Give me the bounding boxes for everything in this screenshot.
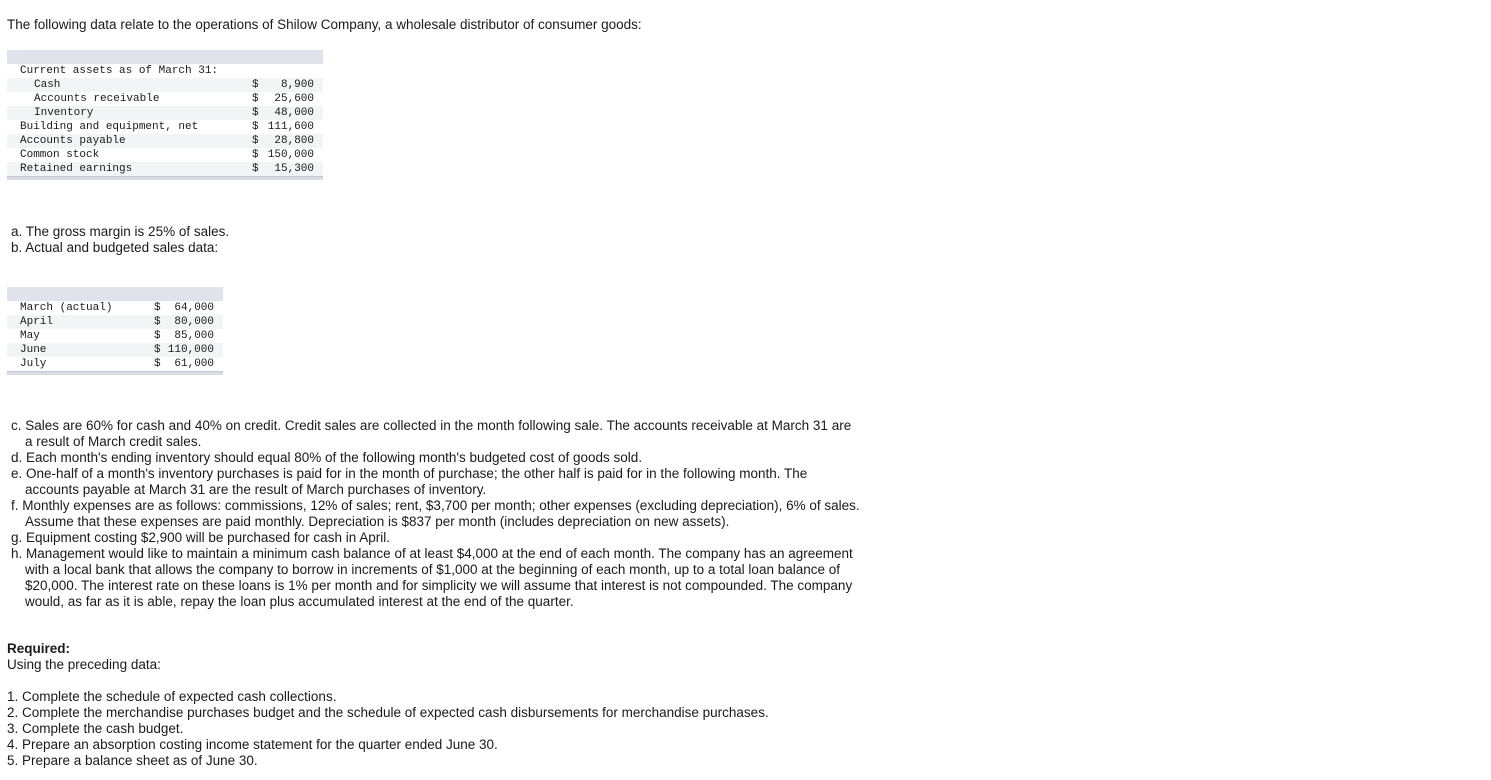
- sales-table-row-currency: $: [154, 302, 161, 314]
- note-c: c. Sales are 60% for cash and 40% on credit. Credit sales are collected in the month following sale. The accounts receivable at March 31 are a result of March credit sales.: [11, 418, 852, 449]
- note-f: f. Monthly expenses are as follows: commissions, 12% of sales; rent, $3,700 per month; other expenses (excluding depreciation), 6% of sales. Assume that these expenses are paid monthly. Depreciation is $837 per month (includes depreciation on new assets).: [11, 498, 860, 529]
- sales-table-row: [7, 315, 223, 329]
- balance-table-row-currency: $: [252, 134, 264, 148]
- balance-table-footer: [7, 176, 323, 180]
- sales-table-row-amount: 110,000: [162, 343, 223, 357]
- sales-table-row-label: March (actual): [7, 301, 154, 315]
- balance-table-row-currency: $: [252, 162, 264, 176]
- required-item-4: 4. Prepare an absorption costing income statement for the quarter ended June 30.: [7, 737, 498, 752]
- notes-ab: [11, 224, 229, 256]
- balance-table-row-amount: 8,900: [264, 78, 323, 92]
- sales-table-row-currency: $: [154, 316, 161, 328]
- sales-table-row: [7, 357, 223, 371]
- balance-table-row-currency: $: [252, 120, 264, 134]
- required-subtitle: Using the preceding data:: [7, 657, 161, 672]
- balance-table-row: [7, 92, 323, 106]
- sales-table-row-amount: 85,000: [162, 329, 223, 343]
- note-d: d. Each month's ending inventory should equal 80% of the following month's budgeted cost of goods sold.: [11, 450, 643, 465]
- balance-table-row-label: Common stock: [7, 148, 252, 162]
- balance-table-row-label: Inventory: [7, 106, 252, 120]
- balance-table-row-currency: [252, 64, 264, 78]
- sales-table-row-currency: $: [154, 344, 161, 356]
- balance-table-row-amount: 25,600: [264, 92, 323, 106]
- sales-table-row-label: June: [7, 343, 154, 357]
- balance-table: [7, 50, 323, 180]
- sales-table-row-label: April: [7, 315, 154, 329]
- notes-c-h: [11, 418, 861, 610]
- sales-table-row: [7, 301, 223, 315]
- balance-table-row-currency: $: [252, 148, 264, 162]
- sales-table-row: [7, 343, 223, 357]
- required-item-2: 2. Complete the merchandise purchases budget and the schedule of expected cash disbursements for merchandise purchases.: [7, 705, 769, 720]
- required-title: Required:: [7, 641, 71, 656]
- sales-table-row-label: May: [7, 329, 154, 343]
- sales-table-body: [7, 301, 223, 371]
- sales-table-footer: [7, 371, 223, 375]
- balance-table-row: [7, 78, 323, 92]
- balance-table-row-label: Current assets as of March 31:: [7, 64, 252, 78]
- balance-table-row-label: Retained earnings: [7, 162, 252, 176]
- balance-table-header: [7, 50, 323, 64]
- required-item-3: 3. Complete the cash budget.: [7, 721, 184, 736]
- sales-table: [7, 287, 223, 375]
- note-b: b. Actual and budgeted sales data:: [11, 240, 219, 255]
- sales-table-row-amount: 80,000: [162, 315, 223, 329]
- sales-table-row-currency: $: [154, 358, 161, 370]
- sales-table-row-label: July: [7, 357, 154, 371]
- balance-table-row-label: Accounts receivable: [7, 92, 252, 106]
- intro-text: The following data relate to the operations of Shilow Company, a wholesale distributor of consumer goods:: [7, 17, 642, 32]
- sales-table-row-currency: $: [154, 330, 161, 342]
- required-section: [7, 641, 769, 769]
- balance-table-row-amount: 15,300: [264, 162, 323, 176]
- balance-table-row-label: Building and equipment, net: [7, 120, 252, 134]
- balance-table-row: [7, 106, 323, 120]
- balance-table-row: [7, 162, 323, 176]
- balance-table-body: [7, 64, 323, 176]
- balance-table-row-currency: $: [252, 92, 264, 106]
- balance-table-row-label: Cash: [7, 78, 252, 92]
- sales-table-row: [7, 329, 223, 343]
- balance-table-row-currency: $: [252, 78, 264, 92]
- required-item-1: 1. Complete the schedule of expected cash collections.: [7, 689, 337, 704]
- balance-table-row-amount: 111,600: [264, 120, 323, 134]
- balance-table-row-label: Accounts payable: [7, 134, 252, 148]
- note-g: g. Equipment costing $2,900 will be purchased for cash in April.: [11, 530, 390, 545]
- note-e: e. One-half of a month's inventory purchases is paid for in the month of purchase; the other half is paid for in the following month. The accounts payable at March 31 are the result of March purchases of inventory.: [11, 466, 808, 497]
- balance-table-row: [7, 64, 323, 78]
- sales-table-row-amount: 61,000: [162, 357, 223, 371]
- sales-table-row-amount: 64,000: [162, 301, 223, 315]
- balance-table-row: [7, 148, 323, 162]
- required-item-5: 5. Prepare a balance sheet as of June 30.: [7, 753, 258, 768]
- balance-table-row-amount: 150,000: [264, 148, 323, 162]
- balance-table-row-currency: $: [252, 106, 264, 120]
- balance-table-row: [7, 134, 323, 148]
- note-a: a. The gross margin is 25% of sales.: [11, 224, 230, 239]
- balance-table-row-amount: [264, 64, 323, 78]
- balance-table-row: [7, 120, 323, 134]
- sales-table-header: [7, 287, 223, 301]
- balance-table-row-amount: 28,800: [264, 134, 323, 148]
- balance-table-row-amount: 48,000: [264, 106, 323, 120]
- note-h: h. Management would like to maintain a minimum cash balance of at least $4,000 at the end of each month. The company has an agreement with a local bank that allows the company to borrow in increments of $1,000 at the beginning of each month, up to a total loan balance of $20,000. The interest rate on these loans is 1% per month and for simplicity we will assume that interest is not compounded. The company would, as far as it is able, repay the loan plus accumulated interest at the end of the quarter.: [11, 546, 853, 609]
